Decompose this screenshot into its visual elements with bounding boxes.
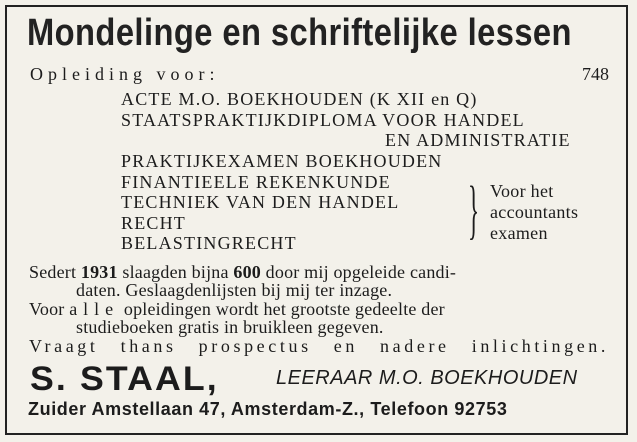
course-item: RECHT: [121, 213, 187, 233]
results-text-a: Sedert: [29, 262, 81, 282]
course-item: FINANTIEELE REKENKUNDE: [121, 172, 391, 192]
results-line-2: daten. Geslaagdenlijsten bij mij ter inzage.: [76, 280, 393, 300]
course-item: BELASTINGRECHT: [121, 233, 297, 253]
side-note-line: accountants: [490, 202, 579, 222]
results-year: 1931: [80, 262, 118, 282]
books-text-a: Voor: [29, 299, 70, 319]
teacher-role: LEERAAR M.O. BOEKHOUDEN: [276, 367, 578, 389]
course-item: STAATSPRAKTIJKDIPLOMA VOOR HANDEL: [121, 110, 525, 130]
course-item: EN ADMINISTRATIE: [385, 130, 571, 150]
side-note-line: Voor het: [490, 181, 554, 201]
prospectus-line: Vraagt thans prospectus en nadere inlichtingen.: [29, 336, 610, 356]
results-text-c: door mij opgeleide candi-: [260, 262, 457, 282]
ad-subtitle: Opleiding voor:: [30, 64, 220, 84]
address-line: Zuider Amstellaan 47, Amsterdam-Z., Telefoon 92753: [28, 399, 508, 419]
side-note-line: examen: [490, 223, 548, 243]
course-item: TECHNIEK VAN DEN HANDEL: [121, 192, 400, 212]
results-count: 600: [233, 262, 261, 282]
teacher-name: S. STAAL,: [30, 360, 219, 398]
ad-number: 748: [582, 64, 609, 84]
results-text-b: slaagden bijna: [117, 262, 234, 282]
books-line-2: studieboeken gratis in bruikleen gegeven.: [76, 317, 384, 337]
course-item: ACTE M.O. BOEKHOUDEN (K XII en Q): [121, 89, 478, 109]
course-item: PRAKTIJKEXAMEN BOEKHOUDEN: [121, 151, 443, 171]
brace-glyph: }: [468, 173, 480, 246]
books-text-b: opleidingen wordt het grootste gedeelte der: [119, 299, 445, 319]
books-spaced-word: alle: [69, 299, 120, 319]
ad-title: Mondelinge en schriftelijke lessen: [27, 12, 572, 54]
